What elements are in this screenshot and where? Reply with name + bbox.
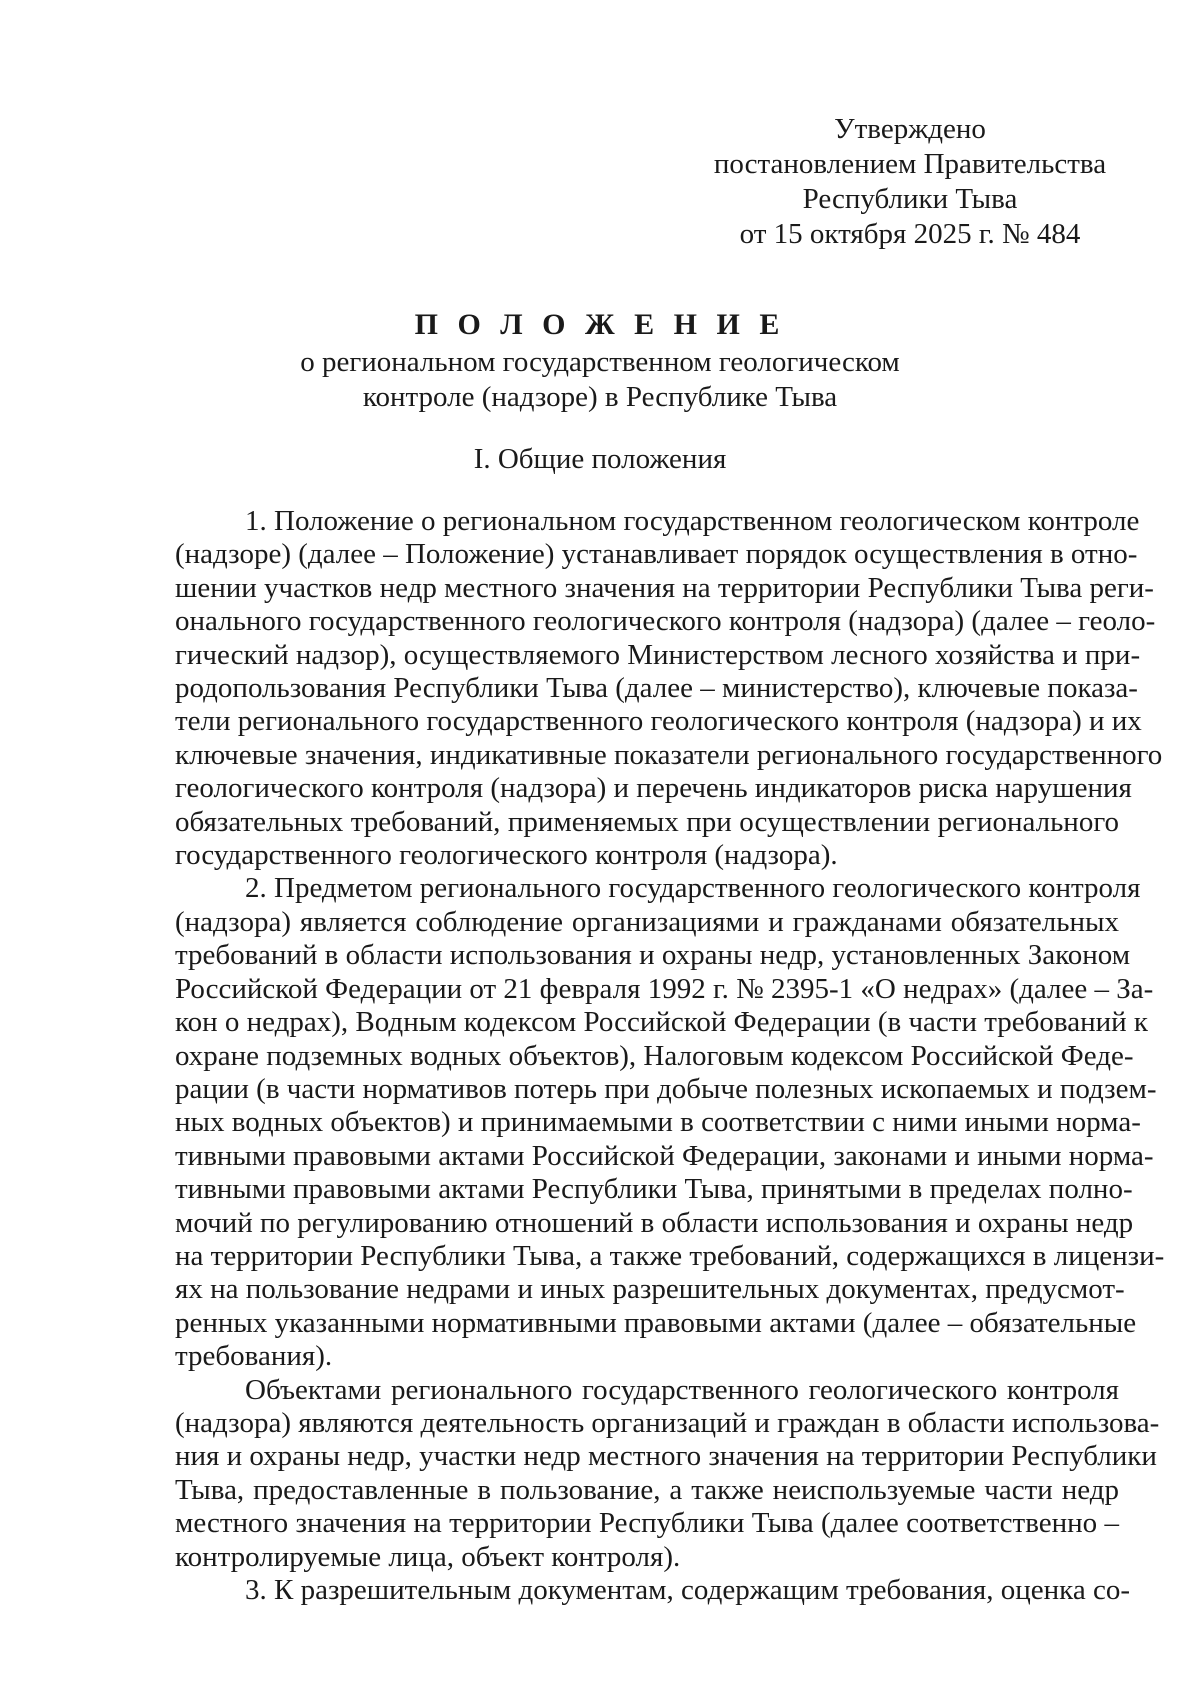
text-line: требования). xyxy=(175,1340,333,1373)
approval-line: Утверждено xyxy=(834,113,986,145)
text-line: онального государственного геологического контроля (надзора) (далее – геоло- xyxy=(175,605,1156,638)
document-body xyxy=(175,505,1165,1607)
text-line: гический надзор), осуществляемого Министерством лесного хозяйства и при- xyxy=(175,638,1141,671)
text-line: 3. К разрешительным документам, содержащим требования, оценка со- xyxy=(245,1574,1130,1606)
document-title: П О Л О Ж Е Н И Е xyxy=(414,308,786,341)
paragraph xyxy=(175,1373,1160,1574)
text-line: тивными правовыми актами Российской Федерации, законами и иными норма- xyxy=(175,1139,1154,1172)
approval-line: постановлением Правительства xyxy=(713,148,1107,180)
text-line: шении участков недр местного значения на территории Республики Тыва реги- xyxy=(175,571,1154,604)
paragraph xyxy=(175,872,1165,1373)
text-line: ях на пользование недрами и иных разрешительных документах, предусмот- xyxy=(175,1273,1125,1306)
paragraph xyxy=(175,1574,1130,1607)
text-line: (надзора) является соблюдение организациями и гражданами обязательных xyxy=(175,905,1119,938)
text-line: Объектами регионального государственного геологического контроля xyxy=(245,1373,1119,1406)
text-line: ния и охраны недр, участки недр местного значения на территории Республики xyxy=(175,1440,1157,1473)
text-line: обязательных требований, применяемых при осуществлении регионального xyxy=(175,805,1119,838)
document-title-block xyxy=(140,305,1060,415)
document-subtitle-line: о региональном государственном геологическом xyxy=(300,346,900,378)
text-line: тели регионального государственного геологического контроля (надзора) и их xyxy=(175,705,1142,738)
text-line: 1. Положение о региональном государственном геологическом контроле xyxy=(245,505,1140,537)
text-line: на территории Республики Тыва, а также требований, содержащихся в лицензи- xyxy=(175,1239,1165,1272)
text-line: контролируемые лица, объект контроля). xyxy=(175,1540,681,1573)
text-line: мочий по регулированию отношений в области использования и охраны недр xyxy=(175,1206,1134,1239)
text-line: ных водных объектов) и принимаемыми в соответствии с ними иными норма- xyxy=(175,1106,1141,1139)
approval-line: Республики Тыва xyxy=(802,183,1018,215)
text-line: государственного геологического контроля (надзора). xyxy=(175,839,838,872)
text-line: (надзоре) (далее – Положение) устанавливает порядок осуществления в отно- xyxy=(175,538,1138,571)
text-line: родопользования Республики Тыва (далее – министерство), ключевые показа- xyxy=(175,672,1138,705)
approval-stamp xyxy=(700,112,1120,252)
text-line: кон о недрах), Водным кодексом Российской Федерации (в части требований к xyxy=(175,1006,1148,1039)
text-line: тивными правовыми актами Республики Тыва, принятыми в пределах полно- xyxy=(175,1173,1133,1206)
text-line: местного значения на территории Республики Тыва (далее соответственно – xyxy=(175,1507,1119,1540)
text-line: ключевые значения, индикативные показатели регионального государственного xyxy=(175,738,1163,771)
text-line: Российской Федерации от 21 февраля 1992 г. № 2395-1 «О недрах» (далее – За- xyxy=(175,972,1154,1005)
text-line: Тыва, предоставленные в пользование, а также неиспользуемые части недр xyxy=(175,1473,1119,1506)
section-heading: I. Общие положения xyxy=(473,443,727,475)
text-line: геологического контроля (надзора) и перечень индикаторов риска нарушения xyxy=(175,772,1132,805)
text-line: охране подземных водных объектов), Налоговым кодексом Российской Феде- xyxy=(175,1039,1134,1072)
document-subtitle-line: контроле (надзоре) в Республике Тыва xyxy=(362,381,838,413)
paragraph xyxy=(175,505,1163,872)
approval-line: от 15 октября 2025 г. № 484 xyxy=(739,218,1081,250)
text-line: рации (в части нормативов потерь при добыче полезных ископаемых и подзем- xyxy=(175,1072,1157,1105)
text-line: ренных указанными нормативными правовыми актами (далее – обязательные xyxy=(175,1306,1137,1339)
text-line: (надзора) являются деятельность организаций и граждан в области использова- xyxy=(175,1406,1160,1439)
text-line: требований в области использования и охраны недр, установленных Законом xyxy=(175,939,1131,972)
text-line: 2. Предметом регионального государственного геологического контроля xyxy=(245,872,1141,905)
